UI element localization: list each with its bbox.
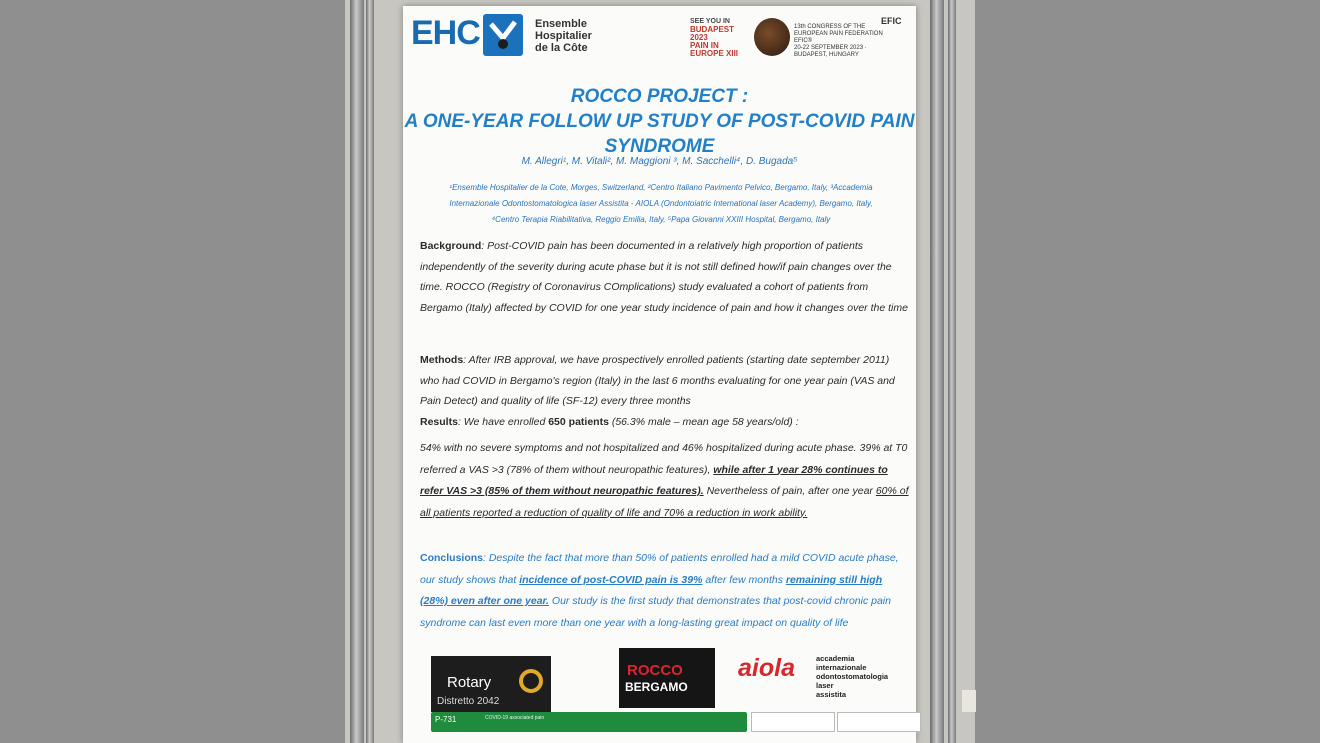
congress-line: 13th CONGRESS OF THE bbox=[794, 24, 866, 30]
conclusions-text: Our study is the first study that demonstrates that post-covid chronic pain syndrome can last even more than one year with a long-lasting great impact on quality of life bbox=[420, 595, 891, 629]
aiola-line: internazionale bbox=[816, 663, 867, 672]
affiliation-line: ¹Ensemble Hospitalier de la Cote, Morges, Switzerland, ²Centro Italiano Pavimento Pelvico, Bergamo, Italy, ³Accademia bbox=[449, 183, 873, 192]
rocco-name: ROCCO bbox=[627, 662, 683, 679]
conclusions-text: : Despite the fact that more than 50% of patients enrolled had a mild COVID acute phase, our study shows that bbox=[420, 552, 899, 586]
rotary-wheel-icon bbox=[519, 669, 543, 693]
results-detail-underline: 60% of all patients reported a reduction of quality of life and 70% a reduction in work ability. bbox=[420, 485, 909, 519]
aiola-line: assistita bbox=[816, 690, 847, 699]
aiola-line: odontostomatologia bbox=[816, 672, 889, 681]
congress-banner bbox=[690, 18, 750, 58]
aiola-logo bbox=[738, 654, 889, 699]
results-detail-text: Nevertheless of pain, after one year bbox=[703, 485, 876, 497]
congress-details bbox=[794, 24, 884, 59]
aiola-mark: aiola bbox=[738, 654, 795, 682]
results-text: : We have enrolled bbox=[457, 416, 549, 428]
results-detail bbox=[420, 438, 910, 524]
congress-line: 20-22 SEPTEMBER 2023 · BUDAPEST, HUNGARY bbox=[794, 45, 867, 58]
conclusions-highlight: remaining still high (28%) even after one year. bbox=[420, 573, 883, 607]
background-text: : Post-COVID pain has been documented in a relatively high proportion of patients independently of the severity during acute phase but it is not still defined how/if pain changes over the time. ROCCO (Registry of Coronavirus COmplications) study evaluated a cohort of patients from Bergamo (Italy) affected by COVID for one year study incidence of pain and how it changes over the time bbox=[420, 240, 908, 314]
ehc-logo-icon bbox=[483, 14, 523, 56]
rotary-district: Distretto 2042 bbox=[437, 696, 500, 707]
congress-line: SEE YOU IN bbox=[690, 18, 730, 25]
affiliation-line: ⁴Centro Terapia Riabilitativa, Reggio Emilia, Italy, ⁵Papa Giovanni XXIII Hospital, Bergamo, Italy bbox=[491, 215, 831, 224]
logo-line: Ensemble bbox=[535, 18, 587, 30]
methods-label: Methods bbox=[420, 354, 464, 366]
conclusions-section bbox=[420, 548, 910, 634]
poster-title bbox=[403, 84, 916, 159]
ehc-logo: EHC bbox=[411, 14, 480, 52]
rotary-logo bbox=[431, 656, 551, 712]
poster-topic: COVID-19 associated pain bbox=[485, 715, 545, 721]
authors: M. Allegri¹, M. Vitali², M. Maggioni ³, M. Sacchelli⁴, D. Bugada⁵ bbox=[521, 156, 798, 167]
logo-line: Hospitalier bbox=[535, 30, 592, 42]
affiliation-line: Internazionale Odontostomatologica laser Assistita - AIOLA (Ondontoiatric International laser Academy), Bergamo, Italy, bbox=[449, 199, 873, 208]
aiola-line: laser bbox=[816, 681, 834, 690]
poster-code: P-731 bbox=[435, 715, 457, 724]
conclusions-highlight: incidence of post-COVID pain is 39% bbox=[519, 573, 703, 586]
board-frame-left-inner bbox=[366, 0, 374, 743]
board-frame-right bbox=[930, 0, 944, 743]
sponsor-logo bbox=[751, 712, 835, 732]
rotary-name: Rotary bbox=[447, 674, 492, 691]
congress-globe-icon bbox=[754, 18, 790, 56]
methods-section bbox=[420, 350, 910, 412]
ehc-logo-text bbox=[535, 18, 592, 54]
title-line: ROCCO PROJECT : bbox=[570, 86, 749, 107]
congress-line: BUDAPEST 2023 bbox=[690, 25, 735, 42]
board-clip bbox=[962, 690, 976, 712]
sponsor-logo bbox=[837, 712, 921, 732]
background-section bbox=[420, 236, 910, 318]
title-line: A ONE-YEAR FOLLOW UP STUDY OF POST-COVID PAIN bbox=[404, 111, 915, 132]
aiola-description bbox=[816, 654, 911, 699]
title-line: SYNDROME bbox=[604, 136, 715, 157]
methods-text: : After IRB approval, we have prospectively enrolled patients (starting date september 2011) who had COVID in Bergamo's region (Italy) in the last 6 months evaluating for one year pain (VAS and Pain Detect) and quality of life (SF-12) every three months bbox=[420, 354, 895, 407]
poster bbox=[403, 6, 916, 743]
rocco-logo bbox=[619, 648, 715, 708]
board-frame-right-inner bbox=[948, 0, 956, 743]
efic-logo: EFIC bbox=[881, 16, 902, 26]
results-label: Results bbox=[420, 416, 458, 428]
results-text: (56.3% male – mean age 58 years/old) : bbox=[608, 416, 799, 428]
results-section bbox=[420, 412, 910, 433]
results-detail-text: 54% with no severe symptoms and not hospitalized and 46% hospitalized during acute phase. 39% at T0 referred a VAS >3 (78% of them without neuropathic features), bbox=[420, 442, 908, 476]
congress-line: PAIN IN EUROPE XIII bbox=[690, 41, 739, 58]
results-detail-highlight: while after 1 year 28% continues to refer VAS >3 (85% of them without neuropathic features). bbox=[420, 463, 888, 497]
conclusions-text: after few months bbox=[702, 573, 786, 586]
results-count: 650 patients bbox=[548, 416, 609, 428]
logo-line: de la Côte bbox=[535, 42, 588, 54]
aiola-line: accademia bbox=[816, 654, 855, 663]
rocco-city: BERGAMO bbox=[625, 680, 688, 694]
board-frame-left bbox=[350, 0, 364, 743]
congress-line: EUROPEAN PAIN FEDERATION EFIC® bbox=[794, 31, 883, 44]
poster-footer bbox=[431, 712, 747, 732]
background-label: Background bbox=[420, 240, 482, 252]
affiliations bbox=[421, 180, 901, 228]
conclusions-label: Conclusions bbox=[420, 552, 484, 564]
